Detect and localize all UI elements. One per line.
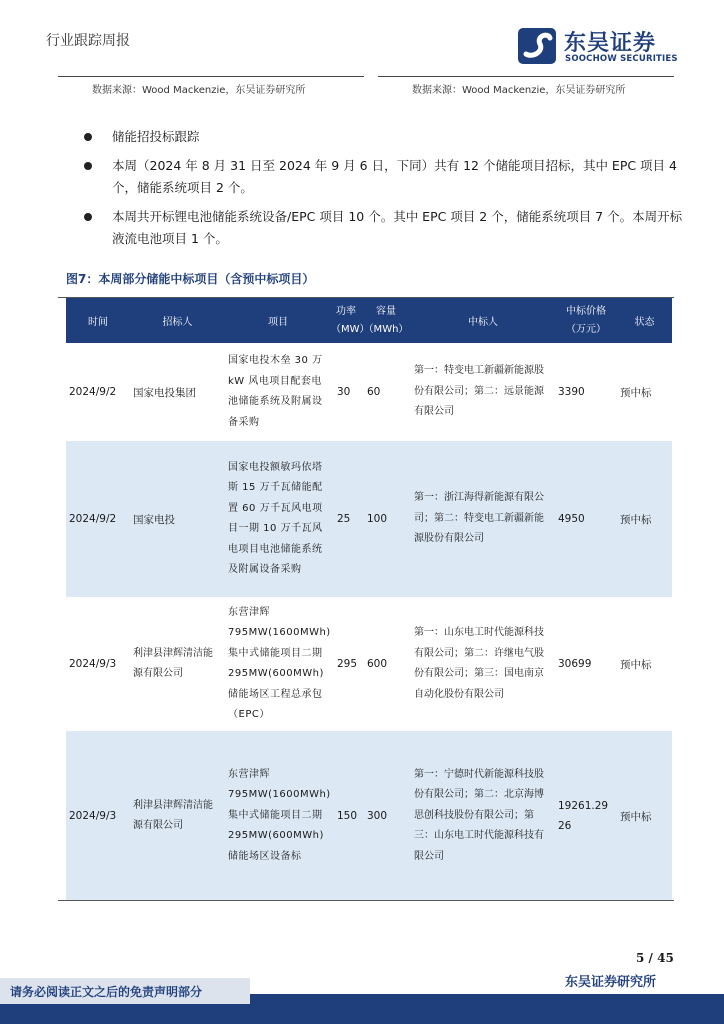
cell-tenderer: 利津县津辉清洁能源有限公司: [133, 648, 213, 679]
cell-power: 30: [337, 386, 351, 398]
header-status: 状态: [634, 317, 655, 328]
bullet-dot-icon: [84, 133, 92, 141]
footer-disclaimer-box: [0, 978, 250, 1004]
header-project: 项目: [268, 317, 288, 328]
cell-winner: 第一：浙江海得新能源有限公司；第二：特变电工新疆新能源股份有限公司: [414, 492, 544, 545]
page-number: 5 / 45: [636, 951, 674, 965]
cell-capacity: 60: [367, 386, 381, 398]
cell-status: 预中标: [620, 810, 652, 823]
logo-text-cn: 东吴证券: [564, 31, 657, 56]
bullet-item: [84, 206, 684, 250]
table-header: [66, 298, 672, 343]
header-price: 中标价格 （万元）: [566, 305, 606, 335]
cell-winner: 第一：特变电工新疆新能源股份有限公司；第二：远景能源有限公司: [414, 365, 544, 418]
cell-tenderer: 国家电投: [133, 513, 175, 526]
cell-price: 30699: [558, 658, 592, 670]
table-bottom-rule: [58, 900, 674, 901]
divider-right: [378, 76, 674, 77]
bid-table: [66, 298, 672, 901]
cell-project: 国家电投木垒 30 万 kW 风电项目配套电池储能系统及附属设备采购: [228, 355, 323, 428]
cell-status: 预中标: [620, 386, 652, 399]
cell-capacity: 300: [367, 810, 388, 822]
cell-winner: 第一：山东电工时代能源科技有限公司；第二：许继电气股份有限公司；第三：国电南京自动化股份有限公司: [414, 627, 544, 700]
cell-project: 国家电投额敏玛依塔斯 15 万千瓦储能配置 60 万千瓦风电项目一期 10 万千瓦风电项目电池储能系统及附属设备采购: [228, 461, 323, 575]
table-row: [66, 731, 672, 901]
bullet-text: 本周共开标锂电池储能系统设备/EPC 项目 10 个。其中 EPC 项目 2 个，储能系统项目 7 个。本周开标液流电池项目 1 个。: [112, 209, 683, 246]
bullet-item: [84, 155, 684, 199]
soochow-logo-icon: [518, 28, 556, 64]
company-logo: [518, 24, 678, 68]
cell-date: 2024/9/2: [69, 386, 117, 398]
bullet-dot-icon: [84, 213, 92, 221]
figure-title: 图7：本周部分储能中标项目（含预中标项目）: [66, 272, 315, 286]
footer-disclaimer[interactable]: 请务必阅读正文之后的免责声明部分: [10, 985, 203, 999]
cell-price: 4950: [558, 513, 585, 525]
cell-capacity: 600: [367, 658, 388, 670]
cell-tenderer: 利津县津辉清洁能源有限公司: [133, 800, 213, 831]
cell-date: 2024/9/3: [69, 658, 117, 670]
table-row: [66, 597, 672, 731]
cell-date: 2024/9/2: [69, 513, 117, 525]
cell-price: 19261.2926: [558, 800, 609, 832]
cell-tenderer: 国家电投集团: [133, 386, 196, 399]
header-date: 时间: [88, 317, 108, 328]
header-power: 功率 （MW）: [331, 305, 370, 335]
bullet-dot-icon: [84, 162, 92, 170]
cell-status: 预中标: [620, 658, 652, 671]
footer-institute: 东吴证券研究所: [565, 975, 657, 990]
cell-price: 3390: [558, 386, 585, 398]
bullet-text: 储能招投标跟踪: [112, 129, 200, 144]
cell-project: 东营津辉 795MW(1600MWh) 集中式储能项目二期 295MW(600MWh)储能场区工程总承包（EPC）: [228, 606, 331, 720]
divider-left: [58, 76, 364, 77]
header-capacity: 容量 （MWh）: [363, 305, 409, 335]
cell-power: 295: [337, 658, 358, 670]
bullet-list: [84, 126, 684, 257]
logo-text-en: SOOCHOW SECURITIES: [565, 54, 678, 64]
cell-project: 东营津辉 795MW(1600MWh) 集中式储能项目二期 295MW(600MWh)储能场区设备标: [228, 768, 331, 862]
source-right: 数据来源：Wood Mackenzie，东吴证券研究所: [412, 85, 626, 96]
cell-capacity: 100: [367, 513, 388, 525]
report-type: 行业跟踪周报: [46, 33, 130, 49]
cell-winner: 第一：宁德时代新能源科技股份有限公司；第二：北京海博思创科技股份有限公司；第三：山东电工时代能源科技有限公司: [414, 768, 544, 862]
header-winner: 中标人: [468, 317, 498, 328]
cell-date: 2024/9/3: [69, 810, 117, 822]
cell-power: 150: [337, 810, 358, 822]
source-left: 数据来源：Wood Mackenzie，东吴证券研究所: [92, 85, 306, 96]
header-tenderer: 招标人: [162, 317, 193, 328]
table-row: [66, 441, 672, 597]
cell-power: 25: [337, 513, 351, 525]
table-row: [66, 343, 672, 441]
bullet-text: 本周（2024 年 8 月 31 日至 2024 年 9 月 6 日，下同）共有 12 个储能项目招标，其中 EPC 项目 4 个，储能系统项目 2 个。: [112, 158, 677, 195]
cell-status: 预中标: [620, 513, 652, 526]
bullet-item: [84, 126, 684, 148]
